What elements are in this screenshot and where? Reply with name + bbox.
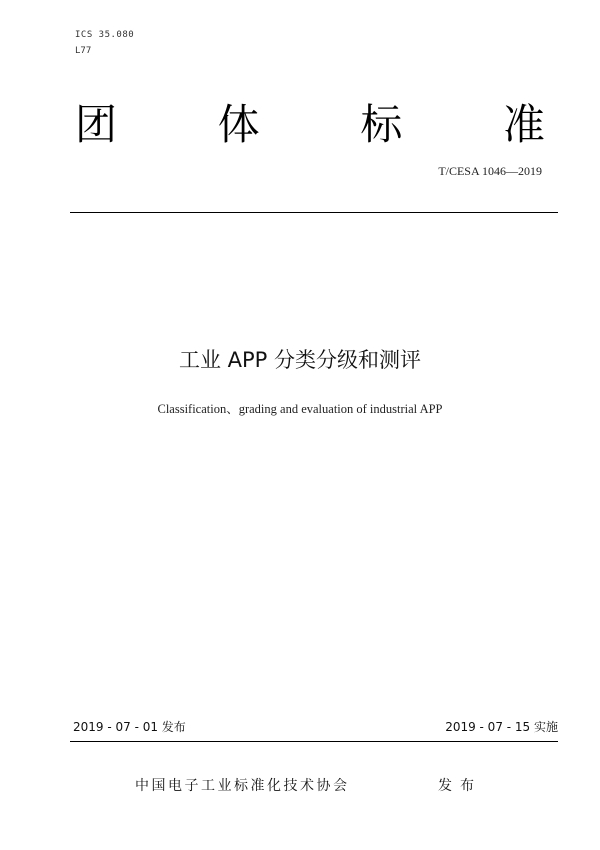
publish-date: 2019 - 07 - 01 发布	[73, 720, 186, 734]
title-char-4: 准	[502, 100, 545, 149]
title-char-1: 团	[75, 100, 118, 149]
document-title: 工业 APP 分类分级和测评	[178, 348, 422, 372]
standard-category-title	[75, 95, 545, 155]
ccs-code: L77	[75, 46, 92, 56]
implement-date: 2019 - 07 - 15 实施	[445, 720, 558, 734]
publish-label: 发布	[438, 778, 482, 794]
title-char-2: 体	[217, 100, 260, 149]
document-subtitle-english: Classification、grading and evaluation of industrial APP	[157, 402, 443, 416]
ics-code: ICS 35.080	[75, 30, 135, 40]
top-divider	[70, 212, 558, 213]
title-char-3: 标	[360, 100, 403, 149]
bottom-divider	[70, 741, 558, 742]
standard-number: T/CESA 1046—2019	[438, 164, 542, 178]
publisher-name: 中国电子工业标准化技术协会	[135, 778, 350, 794]
